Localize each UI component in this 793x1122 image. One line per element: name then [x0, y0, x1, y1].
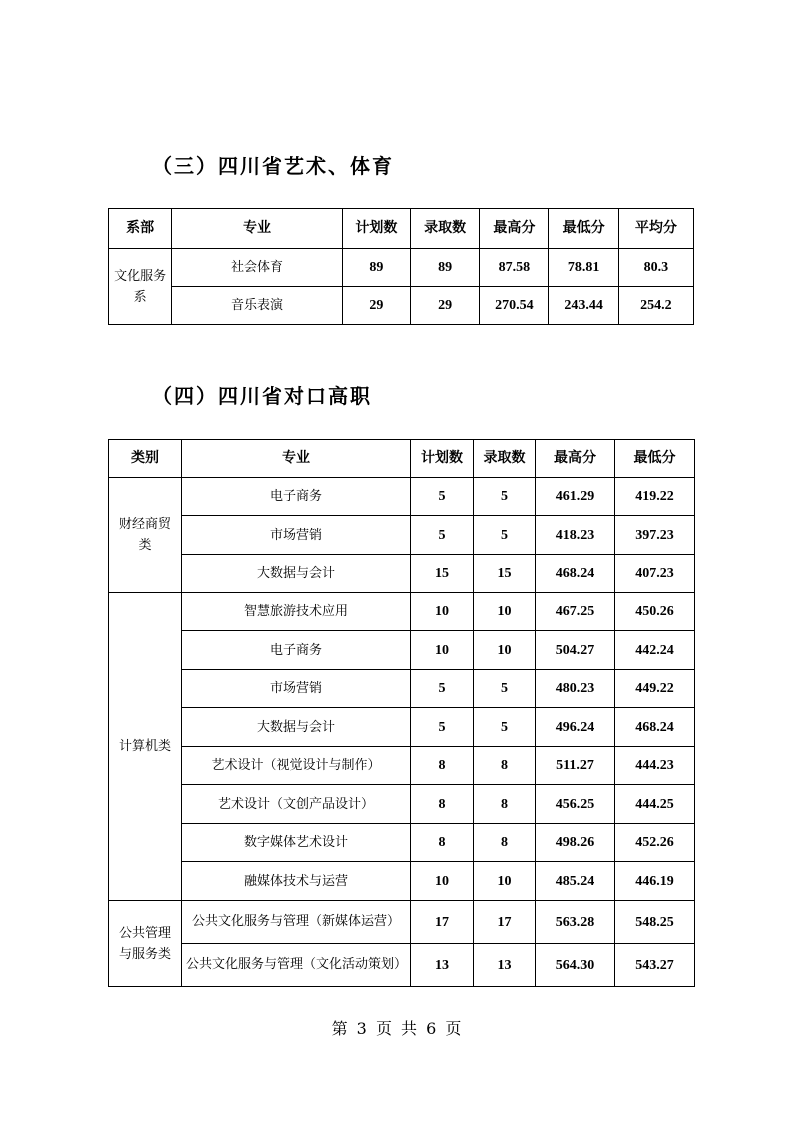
- major-cell: 大数据与会计: [182, 708, 411, 747]
- table-row: [109, 593, 695, 631]
- max-score-cell: 563.28: [536, 901, 615, 944]
- major-cell: 音乐表演: [172, 287, 343, 325]
- admitted-cell: 13: [474, 944, 536, 987]
- max-score-cell: 496.24: [536, 708, 615, 747]
- plan-cell: 89: [342, 249, 410, 287]
- admitted-cell: 5: [474, 670, 536, 708]
- table-row: [109, 708, 695, 747]
- min-score-cell: 444.23: [615, 747, 695, 785]
- min-score-cell: 450.26: [615, 593, 695, 631]
- plan-cell: 5: [411, 708, 474, 747]
- plan-cell: 29: [342, 287, 410, 325]
- max-score-cell: 485.24: [536, 862, 615, 901]
- major-cell: 艺术设计（视觉设计与制作）: [182, 747, 411, 785]
- major-cell: 融媒体技术与运营: [182, 862, 411, 901]
- header-cell: 专业: [172, 209, 343, 249]
- major-cell: 电子商务: [182, 478, 411, 516]
- plan-cell: 10: [411, 631, 474, 670]
- table-row: [109, 516, 695, 555]
- admitted-cell: 5: [474, 478, 536, 516]
- plan-cell: 8: [411, 785, 474, 824]
- max-score-cell: 480.23: [536, 670, 615, 708]
- major-cell: 市场营销: [182, 670, 411, 708]
- table-row: [109, 249, 694, 287]
- header-cell: 系部: [109, 209, 172, 249]
- header-cell: 录取数: [411, 209, 480, 249]
- header-cell: 最高分: [536, 440, 615, 478]
- header-cell: 平均分: [618, 209, 693, 249]
- min-score-cell: 442.24: [615, 631, 695, 670]
- table-row: [109, 862, 695, 901]
- max-score-cell: 461.29: [536, 478, 615, 516]
- major-cell: 智慧旅游技术应用: [182, 593, 411, 631]
- admitted-cell: 5: [474, 708, 536, 747]
- major-cell: 公共文化服务与管理（文化活动策划）: [182, 944, 411, 987]
- admitted-cell: 89: [411, 249, 480, 287]
- table-row: [109, 824, 695, 862]
- table-row: [109, 631, 695, 670]
- header-cell: 计划数: [411, 440, 474, 478]
- plan-cell: 10: [411, 862, 474, 901]
- min-score-cell: 446.19: [615, 862, 695, 901]
- table-row: [109, 944, 695, 987]
- header-cell: 录取数: [474, 440, 536, 478]
- admitted-cell: 10: [474, 593, 536, 631]
- plan-cell: 5: [411, 516, 474, 555]
- min-score-cell: 78.81: [549, 249, 618, 287]
- min-score-cell: 419.22: [615, 478, 695, 516]
- plan-cell: 15: [411, 555, 474, 593]
- admitted-cell: 29: [411, 287, 480, 325]
- admitted-cell: 8: [474, 747, 536, 785]
- plan-cell: 5: [411, 670, 474, 708]
- min-score-cell: 449.22: [615, 670, 695, 708]
- major-cell: 市场营销: [182, 516, 411, 555]
- table-row: [109, 478, 695, 516]
- plan-cell: 10: [411, 593, 474, 631]
- header-cell: 专业: [182, 440, 411, 478]
- admitted-cell: 5: [474, 516, 536, 555]
- major-cell: 公共文化服务与管理（新媒体运营）: [182, 901, 411, 944]
- header-cell: 最低分: [615, 440, 695, 478]
- admitted-cell: 17: [474, 901, 536, 944]
- max-score-cell: 456.25: [536, 785, 615, 824]
- admitted-cell: 10: [474, 631, 536, 670]
- major-cell: 电子商务: [182, 631, 411, 670]
- table-row: [109, 901, 695, 944]
- section4-title: （四）四川省对口高职: [152, 384, 372, 408]
- min-score-cell: 468.24: [615, 708, 695, 747]
- plan-cell: 8: [411, 747, 474, 785]
- plan-cell: 5: [411, 478, 474, 516]
- max-score-cell: 467.25: [536, 593, 615, 631]
- table-row: [109, 287, 694, 325]
- header-cell: 最高分: [480, 209, 549, 249]
- plan-cell: 17: [411, 901, 474, 944]
- department-cell: 文化服务系: [109, 249, 172, 325]
- major-cell: 社会体育: [172, 249, 343, 287]
- admitted-cell: 8: [474, 824, 536, 862]
- min-score-cell: 243.44: [549, 287, 618, 325]
- max-score-cell: 270.54: [480, 287, 549, 325]
- section3-title: （三）四川省艺术、体育: [152, 154, 394, 178]
- table-row: [109, 785, 695, 824]
- header-cell: 计划数: [342, 209, 410, 249]
- max-score-cell: 498.26: [536, 824, 615, 862]
- max-score-cell: 87.58: [480, 249, 549, 287]
- major-cell: 大数据与会计: [182, 555, 411, 593]
- min-score-cell: 543.27: [615, 944, 695, 987]
- category-cell: 财经商贸类: [109, 478, 182, 593]
- max-score-cell: 564.30: [536, 944, 615, 987]
- min-score-cell: 407.23: [615, 555, 695, 593]
- plan-cell: 13: [411, 944, 474, 987]
- vocational-table: [108, 439, 695, 987]
- max-score-cell: 468.24: [536, 555, 615, 593]
- header-cell: 类别: [109, 440, 182, 478]
- table-row: [109, 670, 695, 708]
- plan-cell: 8: [411, 824, 474, 862]
- category-cell: 计算机类: [109, 593, 182, 901]
- max-score-cell: 511.27: [536, 747, 615, 785]
- table-header-row: [109, 209, 694, 249]
- min-score-cell: 444.25: [615, 785, 695, 824]
- admitted-cell: 8: [474, 785, 536, 824]
- max-score-cell: 418.23: [536, 516, 615, 555]
- avg-score-cell: 254.2: [618, 287, 693, 325]
- major-cell: 数字媒体艺术设计: [182, 824, 411, 862]
- art-sports-table: [108, 208, 694, 325]
- major-cell: 艺术设计（文创产品设计）: [182, 785, 411, 824]
- admitted-cell: 10: [474, 862, 536, 901]
- table-row: [109, 747, 695, 785]
- table-row: [109, 555, 695, 593]
- max-score-cell: 504.27: [536, 631, 615, 670]
- min-score-cell: 548.25: [615, 901, 695, 944]
- page-number: 第 3 页 共 6 页: [331, 1019, 462, 1038]
- min-score-cell: 452.26: [615, 824, 695, 862]
- min-score-cell: 397.23: [615, 516, 695, 555]
- category-cell: 公共管理与服务类: [109, 901, 182, 987]
- admitted-cell: 15: [474, 555, 536, 593]
- avg-score-cell: 80.3: [618, 249, 693, 287]
- header-cell: 最低分: [549, 209, 618, 249]
- table-header-row: [109, 440, 695, 478]
